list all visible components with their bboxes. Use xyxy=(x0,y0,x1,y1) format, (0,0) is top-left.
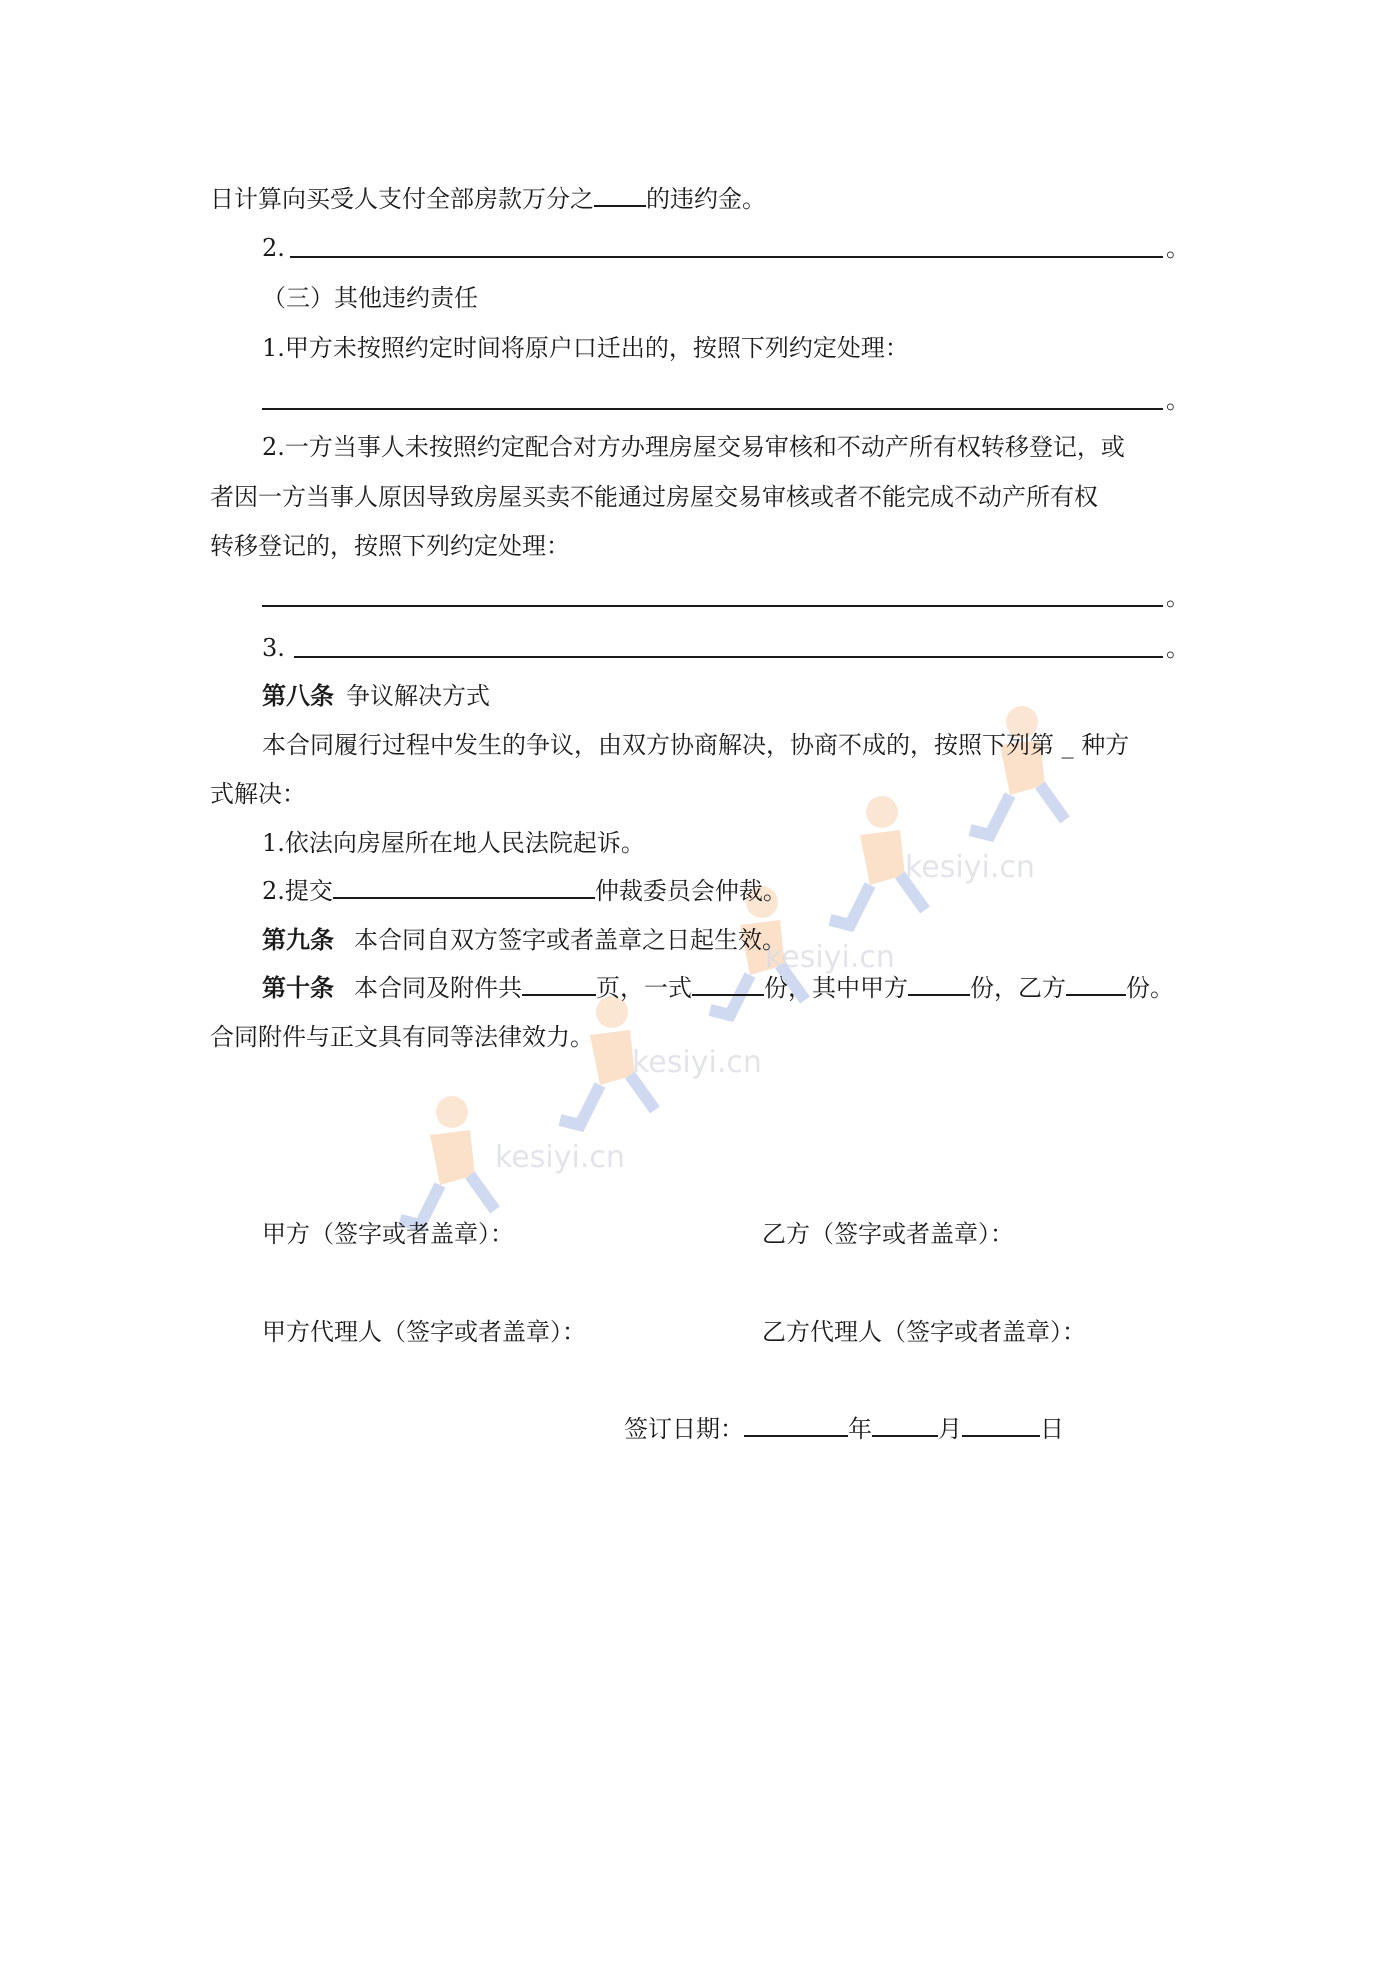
other-liability-3-blank[interactable] xyxy=(294,656,1163,658)
year-label: 年 xyxy=(848,1415,872,1443)
penalty-text: 日计算向买受人支付全部房款万分之 xyxy=(210,185,594,213)
other-liability-2-end-mark: 。 xyxy=(1166,583,1190,611)
article-10-text-d: 份，乙方 xyxy=(970,974,1066,1002)
article-10-text-c: 份，其中甲方 xyxy=(764,974,908,1002)
continuation-line xyxy=(210,183,766,215)
article-10 xyxy=(262,972,1174,1004)
watermark-runner-icon xyxy=(930,700,1080,850)
clause-2-number: 2. xyxy=(262,234,285,262)
other-liability-1-blank[interactable] xyxy=(262,408,1163,410)
option-2-prefix: 2.提交 xyxy=(262,877,333,905)
article-8-heading xyxy=(262,680,490,712)
other-liability-3-number: 3. xyxy=(262,634,285,662)
clause-2-blank-row xyxy=(262,232,1190,264)
other-liability-1-end-mark: 。 xyxy=(1166,386,1190,414)
watermark-text: kesiyi.cn xyxy=(495,1140,625,1175)
article-8-name: 争议解决方式 xyxy=(346,682,490,710)
party-b-signature-label: 乙方（签字或者盖章）： xyxy=(762,1220,1014,1248)
other-liability-3-end-mark: 。 xyxy=(1166,634,1190,662)
clause-2-end-mark: 。 xyxy=(1166,234,1190,262)
other-liability-2-line-2: 者因一方当事人原因导致房屋买卖不能通过房屋交易审核或者不能完成不动产所有权 xyxy=(210,483,1098,511)
party-b-copies-blank[interactable] xyxy=(1066,972,1126,996)
article-8-para-2: 式解决： xyxy=(210,780,306,808)
agent-b-signature-label: 乙方代理人（签字或者盖章）： xyxy=(762,1318,1086,1346)
article-10-text-a: 本合同及附件共 xyxy=(354,974,522,1002)
signing-date-label: 签订日期： xyxy=(624,1415,744,1443)
watermark-text: kesiyi.cn xyxy=(765,940,895,975)
party-a-signature-label: 甲方（签字或者盖章）： xyxy=(262,1220,514,1248)
other-liability-3-blank-row xyxy=(262,632,1190,664)
article-8-title: 第八条 xyxy=(262,681,334,710)
day-blank[interactable] xyxy=(962,1413,1040,1437)
other-liability-2-blank-row xyxy=(262,581,1190,613)
watermark-text: kesiyi.cn xyxy=(632,1045,762,1080)
arbitration-commission-blank[interactable] xyxy=(333,875,595,899)
article-9 xyxy=(262,924,786,956)
signing-date xyxy=(624,1413,1064,1445)
article-10-text-e: 份。 xyxy=(1126,974,1174,1002)
article-8-option-1: 1.依法向房屋所在地人民法院起诉。 xyxy=(262,829,645,857)
other-liability-2-blank[interactable] xyxy=(262,605,1163,607)
agent-a-signature-label: 甲方代理人（签字或者盖章）： xyxy=(262,1318,586,1346)
copy-count-blank[interactable] xyxy=(692,972,764,996)
day-label: 日 xyxy=(1040,1415,1064,1443)
party-a-copies-blank[interactable] xyxy=(908,972,970,996)
other-liability-2-line-3: 转移登记的，按照下列约定处理： xyxy=(210,532,570,560)
watermark-text: kesiyi.cn xyxy=(905,850,1035,885)
other-liability-1-blank-row xyxy=(262,384,1190,416)
other-liability-1: 1.甲方未按照约定时间将原户口迁出的，按照下列约定处理： xyxy=(262,334,909,362)
penalty-text-tail: 的违约金。 xyxy=(646,185,766,213)
other-liability-2-line-1: 2.一方当事人未按照约定配合对方办理房屋交易审核和不动产所有权转移登记，或 xyxy=(262,433,1125,461)
month-label: 月 xyxy=(938,1415,962,1443)
penalty-rate-blank[interactable] xyxy=(594,183,646,207)
page-count-blank[interactable] xyxy=(522,972,596,996)
year-blank[interactable] xyxy=(744,1413,848,1437)
article-10-text-b: 页，一式 xyxy=(596,974,692,1002)
article-9-title: 第九条 xyxy=(262,925,334,954)
section-3-heading: （三）其他违约责任 xyxy=(262,284,478,312)
article-10-para-2: 合同附件与正文具有同等法律效力。 xyxy=(210,1023,594,1051)
article-8-para-1: 本合同履行过程中发生的争议，由双方协商解决，协商不成的，按照下列第 _ 种方 xyxy=(262,731,1130,759)
article-8-option-2 xyxy=(262,875,787,907)
option-2-suffix: 仲裁委员会仲裁。 xyxy=(594,877,787,905)
article-9-text: 本合同自双方签字或者盖章之日起生效。 xyxy=(354,926,786,954)
month-blank[interactable] xyxy=(872,1413,938,1437)
article-10-title: 第十条 xyxy=(262,973,334,1002)
clause-2-blank[interactable] xyxy=(290,256,1163,258)
